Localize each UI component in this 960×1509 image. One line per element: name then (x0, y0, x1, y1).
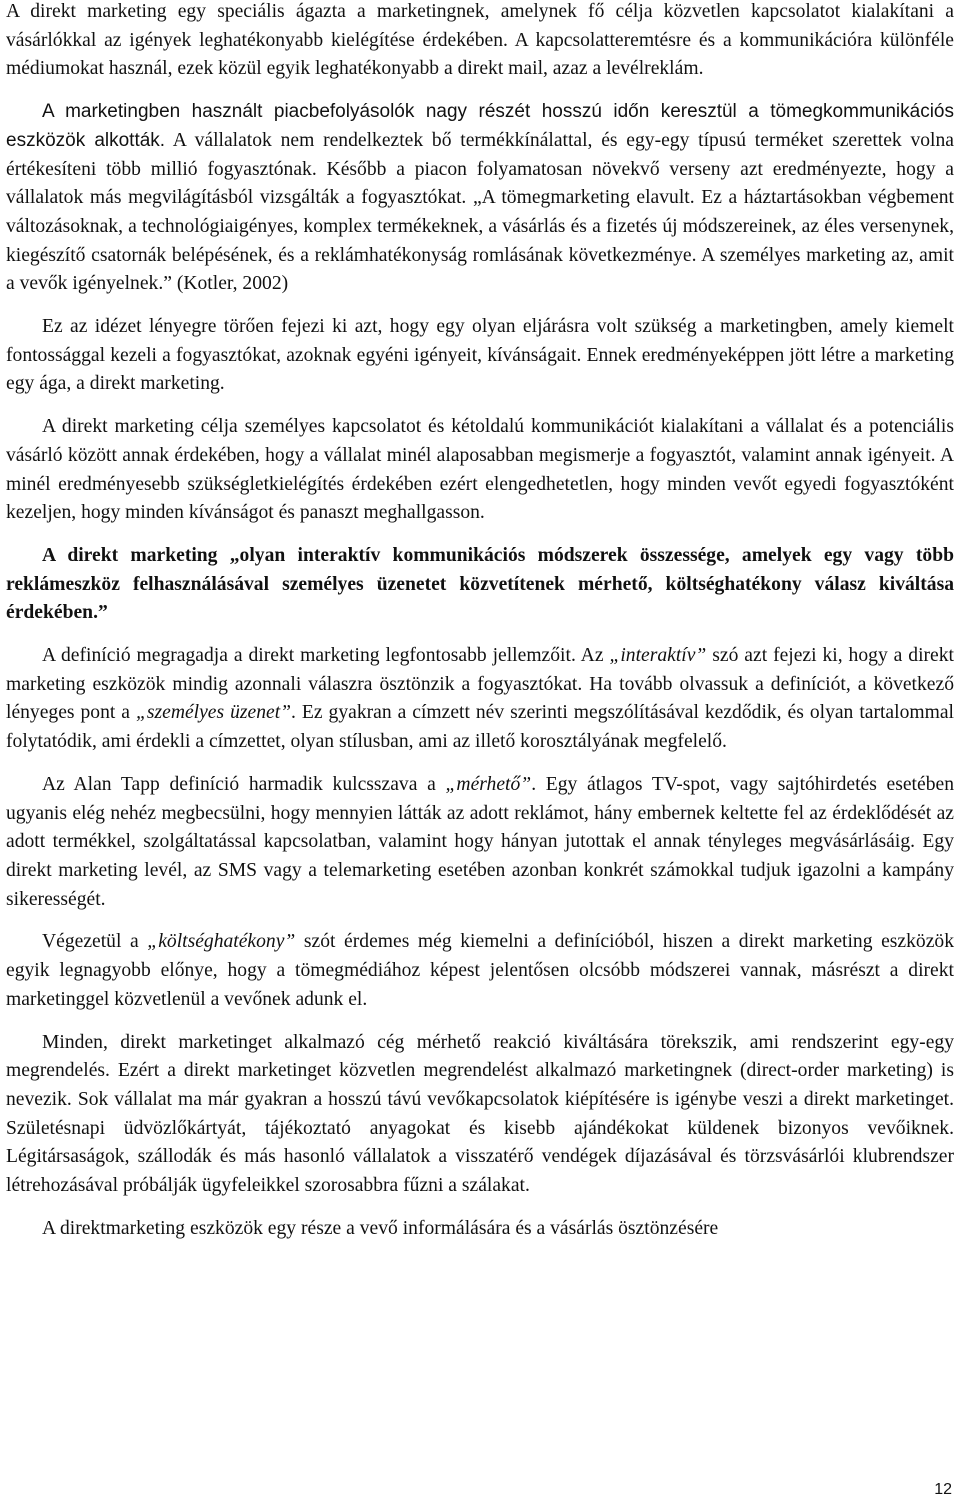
paragraph-interactive (6, 642, 954, 757)
paragraph-tools (6, 1215, 954, 1244)
term-cost-effective: „költséghatékony” (147, 931, 296, 953)
paragraph-goal-text: A direkt marketing célja személyes kapcsolatot és kétoldalú kommunikációt kialakítani a vállalat és a potenciális vásárló között annak érdekében, hogy a vállalat minél alaposabban megismerje a fogyasztót, valamint annak igényeit. A minél eredményesebb szükségletkielégítés érdekében ezért elengedhetetlen, hogy minden vevőt egyedi fogyasztóként kezeljen, hogy minden kívánságot és panaszt meghallgasson. (6, 416, 954, 524)
term-measurable: „mérhető” (445, 773, 532, 795)
paragraph-cost-effective-part1: Végezetül a (42, 931, 148, 953)
paragraph-measurable-part1: Az Alan Tapp definíció harmadik kulcsszava a (42, 773, 446, 795)
paragraph-definition-text: A direkt marketing „olyan interaktív kommunikációs módszerek összessége, amelyek egy vagy több reklámeszköz felhasználásával személyes üzenetet közvetítenek mérhető, költséghatékony válasz kiváltása érdekében.” (6, 544, 954, 624)
paragraph-definition (6, 542, 954, 628)
paragraph-quote-summary (6, 313, 954, 399)
paragraph-interactive-part2: szó azt fejezi ki, hogy a direkt marketing eszközök mindig azonnali válaszra ösztönzik a fogyasztókat. Ha tovább olvassuk a definíciót, a következő lényeges pont a (6, 645, 954, 724)
paragraph-measurable (6, 771, 954, 915)
paragraph-direct-order (6, 1029, 954, 1201)
term-personal-message: „személyes üzenet” (135, 702, 292, 724)
paragraph-direct-order-text: Minden, direkt marketinget alkalmazó cég mérhető reakció kiváltására törekszik, ami rendszerint egy-egy megrendelés. Ezért a direkt marketinget közvetlen megrendelést alkalmazó marketingnek (direct-order marketing) is nevezik. Sok vállalat ma már gyakran a hosszú távú vevőkapcsolatok kiépítésére is igénybe veszi a direkt marketinget. Születésnapi üdvözlőkártyát, tájékoztató anyagokat és kisebb ajándékokat küldenek bizonyos vevőiknek. Légitársaságok, szállodák és más hasonló vállalatok a visszatérő vendégek díjazásával és törzsvásárlói klubrendszer létrehozásával próbálják ügyfeleikkel szorosabbra fűzni a szálakat. (6, 1031, 954, 1197)
paragraph-interactive-part3: . Ez gyakran a címzett név szerinti megszólításával kezdődik, és olyan tartalommal folytatódik, ami érdekli a címzettet, olyan stílusban, ami az illető korosztályának megfelelő. (6, 702, 954, 753)
paragraph-mass-communication-lead: A marketingben használt piacbefolyásolók nagy részét hosszú időn keresztül a tömegkommunikációs eszközök alkották. (6, 101, 954, 151)
paragraph-cost-effective-part2: szót érdemes még kiemelni a definícióból, hiszen a direkt marketing eszközök egyik legnagyobb előnye, hogy a tömegmédiához képest jelentősen olcsóbb módszerei vannak, másrészt a direkt marketinggel közvetlenül a vevőnek adunk el. (6, 931, 954, 1010)
paragraph-interactive-part1: A definíció megragadja a direkt marketing legfontosabb jellemzőit. Az (42, 645, 610, 667)
paragraph-tools-text: A direktmarketing eszközök egy része a vevő informálására és a vásárlás ösztönzésére (42, 1217, 719, 1239)
paragraph-quote-summary-text: Ez az idézet lényegre törően fejezi ki azt, hogy egy olyan eljárásra volt szükség a marketingben, amely kiemelt fontossággal kezeli a fogyasztókat, azoknak egyéni igényeit, kívánságait. Ennek eredményeképpen jött létre a marketing egy ága, a direkt marketing. (6, 316, 954, 395)
paragraph-cost-effective (6, 928, 954, 1014)
paragraph-mass-communication (6, 98, 954, 299)
document-body (6, 0, 954, 1243)
paragraph-mass-communication-quote: A vállalatok nem rendelkeztek bő termékkínálattal, és egy-egy típusú terméket szerettek volna értékesíteni több millió fogyasztónak. Később a piacon folyamatosan növekvő verseny azt eredményezte, hogy a vállalatok más megvilágításból vizsgálták a fogyasztókat. „A tömegmarketing elavult. Ez a háztartásokban végbement változásoknak, a technológiaigényes, komplex termékeknek, a vásárlás és a fizetés új módszereinek, az éles versenynek, kiegészítő csatornák belépésének, és a reklámhatékonyság romlásának következménye. A személyes marketing az, amit a vevők igényelnek.” (Kotler, 2002) (6, 129, 954, 295)
page-number: 12 (934, 1481, 952, 1498)
paragraph-goal (6, 413, 954, 528)
paragraph-intro (6, 0, 954, 84)
term-interactive: „interaktív” (609, 645, 707, 667)
paragraph-measurable-part2: . Egy átlagos TV-spot, vagy sajtóhirdetés esetében ugyanis elég nehéz megbecsülni, hogy mennyien látták az adott reklámot, hány embernek keltette fel az érdeklődését az adott termékkel, szolgáltatással kapcsolatban, valamint hogy hányan jutottak el annak tényleges megvásárlásáig. Egy direkt marketing levél, az SMS vagy a telemarketing esetében azonban konkrét számokkal tudjuk igazolni a kampány sikerességét. (6, 773, 954, 910)
paragraph-intro-text: A direkt marketing egy speciális ágazta a marketingnek, amelynek fő célja közvetlen kapcsolatot kialakítani a vásárlókkal az igények leghatékonyabb kielégítése érdekében. A kapcsolatteremtésre és a kommunikációra különféle médiumokat használ, ezek közül egyik leghatékonyabb a direkt mail, azaz a levélreklám. (6, 1, 954, 80)
